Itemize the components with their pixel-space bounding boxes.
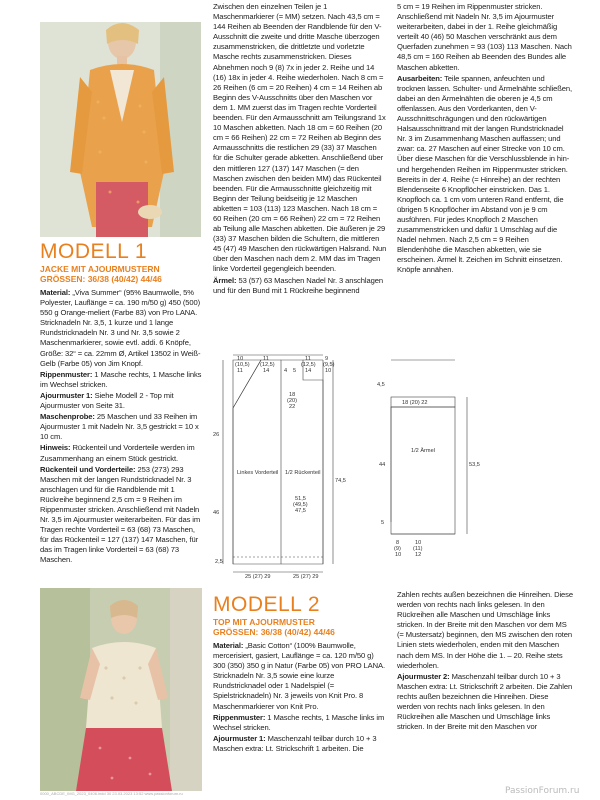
model-2-column-3 [397, 590, 573, 790]
model-2-column-2 [213, 641, 387, 793]
maschenprobe-paragraph: Maschenprobe: 25 Maschen und 33 Reihen im Ajourmuster 1 mit Nadeln Nr. 3,5 gestrickt = 10 x 10 cm. [40, 412, 199, 442]
label-top1c: 11 [237, 368, 243, 374]
m2-rippenmuster-paragraph: Rippenmuster: 1 Masche rechts, 1 Masche links im Wechsel stricken. [213, 712, 385, 732]
label-front-piece: Linkes Vorderteil [237, 470, 279, 476]
rippenmuster-paragraph: Rippenmuster: 1 Masche rechts, 1 Masche links im Wechsel stricken. [40, 369, 202, 389]
label-sb2: 10 [415, 540, 422, 546]
aermel-paragraph: Ärmel: 53 (57) 63 Maschen Nadel Nr. 3 anschlagen und für den Bund mit 1 Rückreihe beginnend [213, 275, 383, 295]
label-back-piece: 1/2 Rückenteil [285, 470, 321, 476]
top-illustration [40, 588, 202, 791]
hinweis-paragraph: Hinweis: Rückenteil und Vorderteile werden im Zusammenhang an einem Stück gestrickt. [40, 443, 195, 463]
model-2-title: MODELL 2 [213, 593, 321, 616]
model-2-subtitle: TOP MIT AJOURMUSTER [213, 617, 315, 627]
rueckenteil-paragraph: Rückenteil und Vorderteile: 253 (273) 293 Maschen mit der langen Rundstricknadel Nr. 3 anschlagen und für die Randblende mit 1 Rückreihe beginnend 2,5 cm = 9 Reihen im Rippenmuster stricken. Anschließend mit Nadeln Nr. 3,5 im Ajourmuster weiterarbeiten. Für das im Tragen rechte Vorderteil = 63 (68) 73 Maschen, für das Rückenteil = 127 (137) 147 Maschen, für das im Tragen linke Vorderteil = 63 (68) 73 Maschen. [40, 464, 201, 565]
watermark: PassionForum.ru [505, 786, 580, 796]
label-top4: 9 [325, 356, 329, 362]
label-top1: 10 [237, 356, 244, 362]
m2-column-3-paragraph: Zahlen rechts außen bezeichnen die Hinreihen. Diese werden von rechts nach links gelesen. In den Rückreihen alle Maschen und Umschläge links stricken. In der Breite mit den Maschen vor dem MS (= Mustersatz) beginnen, den MS zwischen den roten Linien stets wiederholen, enden mit den Maschen nach dem MS. In der Höhe die 1. – 20. Reihe stets wiederholen. [397, 590, 573, 670]
label-top3c: 14 [305, 368, 312, 374]
label-top2: 11 [263, 356, 269, 362]
m2-ajourmuster-1-paragraph: Ajourmuster 1: Maschenzahl teilbar durch 10 + 3 Maschen extra: Lt. Strickschrift 1 arbeiten. Die [213, 733, 377, 753]
model-1-sizes: GRÖSSEN: 36/38 (40/42) 44/46 [40, 274, 162, 284]
label-sb2b: (11) [413, 546, 423, 552]
label-bw2: 25 (27) 29 [293, 574, 319, 580]
label-l515: 51,5 [295, 496, 306, 502]
ajourmuster-paragraph: Ajourmuster 1: Siehe Modell 2 - Top mit Ajourmuster von Seite 31. [40, 390, 174, 411]
label-h745: 74,5 [335, 478, 346, 484]
label-l495: (49,5) [293, 502, 308, 508]
label-d20: (20) [287, 398, 297, 404]
label-top1b: (10,5) [235, 362, 250, 368]
column-3-paragraph: 5 cm = 19 Reihen im Rippenmuster stricken. Anschließend mit Nadeln Nr. 3,5 im Ajourmuster weiterarbeiten, dabei in der 1. Reihe gleichmäßig verteilt 40 (46) 50 Maschen verschränkt aus dem Querfaden zunehmen = 93 (103) 113 Maschen. Nach 48,5 cm = 160 Reihen ab Beenden des Bundes alle Maschen abketten. [397, 2, 572, 72]
label-sl45: 4,5 [377, 382, 385, 388]
knitting-schematic [213, 352, 573, 580]
body-schematic [223, 355, 333, 572]
label-d22: 22 [289, 404, 296, 410]
label-top2c: 14 [263, 368, 270, 374]
label-sb1b: (9) [394, 546, 401, 552]
label-four: 4 [284, 368, 288, 374]
m2-material-paragraph: Material: „Basic Cotton“ (100% Baumwolle, mercerisiert, gasiert, Lauflänge = ca. 120 m/50 g) 300 (350) 350 g in Natur (Farbe 05) von PRO LANA. Stricknadeln Nr. 3,5 sowie eine kurze Rundstricknadel oder 1 Nadelspiel (= Spielstricknadeln) Nr. 3 jeweils von Knit Pro. 8 Maschenmarkierer von Knit Pro. [213, 641, 385, 711]
model-1-column-3 [397, 2, 573, 347]
material-paragraph: Material: „Viva Summer“ (95% Baumwolle, 5% Polyester, Lauflänge = ca. 190 m/50 g) 450 (500) 550 g Orange-meliert (Farbe 83) von Pro LANA. Stricknadeln Nr. 3,5, 1 kurze und 1 lange Rundstricknadeln Nr. 3 und Nr. 3,5 sowie 2 Maschenmarkierer, sowie evtl. addi. 6 Knöpfe, Größe: 32“ = ca. 22mm Ø, Artikel 13502 in Weiß-Gelb (Farbe 05) von Jim Knopf. [40, 288, 201, 368]
model-1-title: MODELL 1 [40, 240, 148, 263]
label-sl44: 44 [379, 462, 386, 468]
ausarbeiten-paragraph: Ausarbeiten: Teile spannen, anfeuchten und trocknen lassen. Schulter- und Ärmelnähte schließen, dabei an den Ärmelnähten die oberen je 4,5 cm offenlassen. Aus den Vorderkanten, den V-Ausschnittschrägungen und den rückwärtigen Halsausschnittrand mit der langen Rundstricknadel Nr. 3 im Zusammenhang Maschen auffassen; und zwar: ca. 27 Maschen auf einer Strecke von 10 cm. Über diese Maschen für die Verschlussblende in hin- und hergehenden Reihen im Rippenmuster stricken. Bereits in der 4. Reihe (= Hinreihe) an der rechten Blendenseite 6 Knopflöcher einstricken. Das 1. Knopfloch ca. 1 cm vom unteren Rand entfernt, die übrigen 5 Knopflöcher im Abstand von je 9 cm ausführen. Für jedes Knopfloch 2 Maschen zusammenstricken und dafür 1 Umschlag auf die Nadel nehmen. Nach 2,5 cm = 9 Reihen Blendenhöhe die Maschen abketten, wie sie erscheinen. Ärmel lt. Zeichen im Schnitt einsetzen. Knöpfe annähen. [397, 73, 573, 275]
photo-model-2 [40, 588, 202, 791]
column-2-paragraph: Zwischen den einzelnen Teilen je 1 Maschenmarkierer (= MM) setzen. Nach 43,5 cm = 144 Reihen ab Beenden der Randblende für den V-Ausschnitt die zweite und dritte Masche überzogen zusammenstricken, die drittletzte und vorletzte Masche rechts zusammenstricken. Dieses Abnehmen noch 9 (8) 7x in jeder 2. Reihe und 14 (16) 18x in jeder 4. Reihe wiederholen. Nach 8 cm = 26 Reihen (6 cm = 20 Reihen) 4 cm = 14 Reihen ab Beginn des V-Ausschnitts über den Maschen vor dem 1. MM zuerst das im Tragen rechte Vorderteil beenden. Für den Armausschnitt am Teilungsrand 1x 10 Maschen abketten. Nach 18 cm = 60 Reihen (20 cm = 66 Reihen) 22 cm = 72 Reihen ab Beginn des Armausschnitts die restlichen 29 (33) 37 Maschen für die Schulter gerade abketten. Anschließend über den mittleren 127 (137) 147 Maschen (= den Maschen zwischen den beiden MM) das Rückenteil beenden. Für die Armausschnitte gleichzeitig mit Beginn der Teilung beidseitig je 12 Maschen abketten = 103 (113) 123 Maschen. Nach 18 cm = 60 Reihen (20 cm = 66 Reihen) 22 cm = 72 Reihen ab Teilung alle Maschen abketten. Die äußeren je 29 (33) 37 Maschen bilden die Schultern, die mittleren 45 (47) 49 Maschen den rückwärtigen Halsrand. Nun über den Maschen nach dem 2. MM das im Tragen linke Vorderteil gegengleich beenden. [213, 2, 387, 274]
model-1-column-1 [40, 288, 203, 565]
model-1-subtitle: JACKE MIT AJOURMUSTERN [40, 264, 160, 274]
label-d18: 18 [289, 392, 296, 398]
label-h46: 46 [213, 510, 220, 516]
label-l475: 47,5 [295, 508, 306, 514]
label-sb1: 8 [396, 540, 400, 546]
label-sl5: 5 [381, 520, 385, 526]
label-h25: 2,5 [215, 559, 223, 565]
label-sleeve: 1/2 Ärmel [411, 448, 435, 454]
label-sl535: 53,5 [469, 462, 480, 468]
label-sleeve-top: 18 (20) 22 [402, 400, 428, 406]
model-1-column-2 [213, 2, 387, 350]
m2-ajourmuster-2-paragraph: Ajourmuster 2: Maschenzahl teilbar durch 10 + 3 Maschen extra: Lt. Strickschrift 2 arbeiten. Die Zahlen rechts außen bezeichnen die Hinreihen. Diese werden von rechts nach links gelesen. In den Rückreihen alle Maschen und Umschläge links stricken. In der Breite mit den Maschen vor [397, 671, 573, 732]
label-top3: 11 [305, 356, 311, 362]
label-h26: 26 [213, 432, 220, 438]
label-top4c: 10 [325, 368, 332, 374]
photo-model-1 [40, 22, 201, 237]
label-top4b: (9,5) [323, 362, 335, 368]
label-bw1: 25 (27) 29 [245, 574, 271, 580]
sleeve-schematic [391, 360, 467, 534]
label-top3b: (12,5) [301, 362, 316, 368]
cardigan-illustration [40, 22, 201, 237]
label-top2b: (12,5) [260, 362, 275, 368]
label-sb1c: 10 [395, 552, 402, 558]
label-sb2c: 12 [415, 552, 422, 558]
model-2-sizes: GRÖSSEN: 36/38 (40/42) 44/46 [213, 627, 335, 637]
label-five: 5 [293, 368, 297, 374]
print-footer: 0000_ABCDE_IMG_2023_0406.indd 30 23.03.2023 13:52 www.passionforum.ru [40, 791, 183, 796]
